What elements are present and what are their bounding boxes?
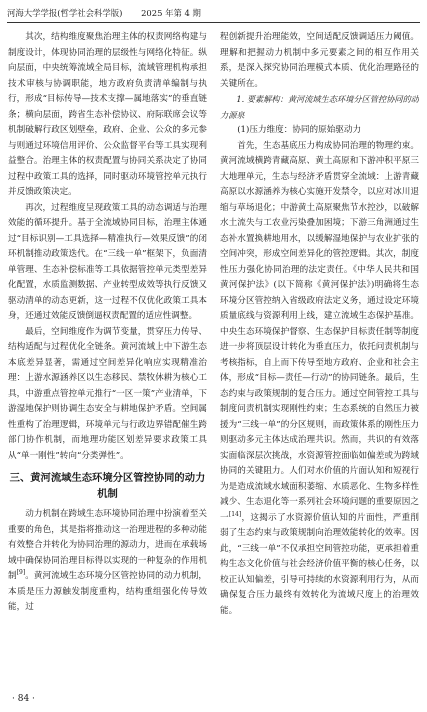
paragraph-process-dimension: 再次，过程维度呈现政策工具的动态调适与治理效能的循环提升。基于全流域协同目标，治理主体通过“目标识别—工具选择—精准执行—效果反馈”的闭环机制推动政策迭代。在“三线一单”框架下，负面清单管理、生态补偿标准等工具依据管控单元类型差异化配置，水质监测数据、产业转型成效等执行反馈又驱动清单的动态更新，这一过程不仅优化政策工具本身，还通过效能反馈倒逼权责配置的适应性调整。 <box>8 202 207 321</box>
paragraph-text: 动力机制在跨域生态环境协同治理中扮演着至关重要的角色，其是指将推动这一治理进程的多种动能有效整合并转化为协同治理的源动力，进而在承载场域中确保协同治理目标得以实现的一种复杂的作用机制 <box>8 509 207 581</box>
paragraph-dynamic-mechanism <box>8 507 207 616</box>
paragraph-text-cont: 。黄河流域生态环境分区管控协同的动力机制，本质是压力源触发制度重构，结构重组强化传导效能，过 <box>8 571 207 612</box>
paragraph-structure-dimension: 其次，结构维度聚焦治理主体的权责网络构建与制度设计，体现协同治理的层级性与网络化特征。纵向层面，中央统筹流域全局目标，流域管理机构承担技术审核与协调职能，地方政府负责清单编制与执行，形成“目标传导—技术支撑—属地落实”的垂直链条；横向层面，跨省生态补偿协议、府际联席会议等机制破解行政区划壁垒，政府、企业、公众的多元参与则通过环境信用评价、公众监督平台等工具实现利益整合。治理主体的权责配置与协同关系决定了协同过程中政策工具的选择，同时驱动环境管控单元执行并反馈政策决定。 <box>8 32 207 197</box>
issue-label: 2025 年第 4 期 <box>141 8 201 18</box>
left-column <box>8 30 207 690</box>
section-heading: 三、黄河流域生态环境分区管控协同的动力机制 <box>9 472 206 500</box>
subsubsection-heading: (1)压力维度：协同的原始驱动力 <box>237 125 362 135</box>
page-number: · 84 · <box>12 694 35 704</box>
paragraph-text-cont: ，这揭示了水资源价值认知的片面性，严重削弱了生态约束与政策规制向治理效能转化的效率。因此，“三线一单”不仅承担空间管控功能，更承担着重构生态文化价值与社会经济价值平衡的核心任务，以校正认知偏差，引导可持续的水资源利用行为，从而确保复合压力最终有效转化为流域尺度上的治理效能。 <box>220 512 419 616</box>
subsection-heading: 1. 要素解构：黄河流域生态环境分区管控协同的动力源泉 <box>220 94 419 120</box>
running-header <box>7 6 420 23</box>
citation-ref: [9] <box>16 569 26 577</box>
journal-name: 河海大学学报(哲学社会科学版) <box>7 8 123 18</box>
paragraph-continuation: 程创新提升治理能效，空间适配反馈调适压力阈值。理解和把握动力机制中多元要素之间的相互作用关系，是深入探究协同治理模式本质、优化治理路径的关键所在。 <box>220 32 419 89</box>
right-column <box>220 30 419 690</box>
article-body <box>8 30 419 690</box>
paragraph-pressure-dimension <box>220 139 419 620</box>
citation-ref: [14] <box>228 510 242 518</box>
paragraph-space-dimension: 最后，空间维度作为调节变量，贯穿压力传导、结构适配与过程优化全链条。黄河流域上中下游生态本底差异显著，需通过空间差异化响应实现精准治理：上游水源涵养区以生态移民、禁牧休耕为核心工具，中游重点管控单元推行“一区一策”产业清单，下游湿地保护则协调生态安全与耕地保护矛盾。空间属性重构了治理逻辑，环境单元与行政边界错配催生跨部门协作机制，而地理功能区划差异要求政策工具从“单一刚性”转向“分类弹性”。 <box>8 326 207 461</box>
paragraph-text: 首先，生态基底压力构成协同治理的物理约束。黄河流域横跨青藏高原、黄土高原和下游冲积平原三大地理单元，生态与经济矛盾贯穿全流域：上游青藏高原以水源涵养为核心实施开发禁令，以应对冰川退缩与草场退化；中游黄土高原聚焦节水控沙，以破解水土流失与工农业污染叠加困境；下游三角洲通过生态补水置换耕地用水，以缓解湿地保护与农业扩张的空间冲突，形成空间差异化的管控逻辑。其次，制度性压力强化协同治理的法定责任。《中华人民共和国黄河保护法》(以下简称《黄河保护法》)明确将生态环境分区管控纳入省级政府法定义务，通过设定环境质量底线与资源利用上线，建立流域生态保护基准。中央生态环境保护督察、生态保护目标责任制等制度进一步将顶层设计转化为垂直压力，依托问责机制与考核指标，自上而下传导至地方政府、企业和社会主体，形成“目标—责任—行动”的协同链条。最后，生态约束与政策规制的复合压力。通过空间管控工具与制度问责机制实现刚性约束；生态系统的自然压力被援为“三线一单”的分区规则，而政策体系的刚性压力则驱动多元主体达成治理共识。然而，共识的有效落实面临深层次挑战，水资源管控面临如偏差或为跨域协同的关键阻力。人们对水价值的片面认知和短视行为是造成流域水域面积萎缩、水质恶化、生物多样性减少、生态退化等一系列社会环境问题的重要原因之一 <box>220 140 419 523</box>
